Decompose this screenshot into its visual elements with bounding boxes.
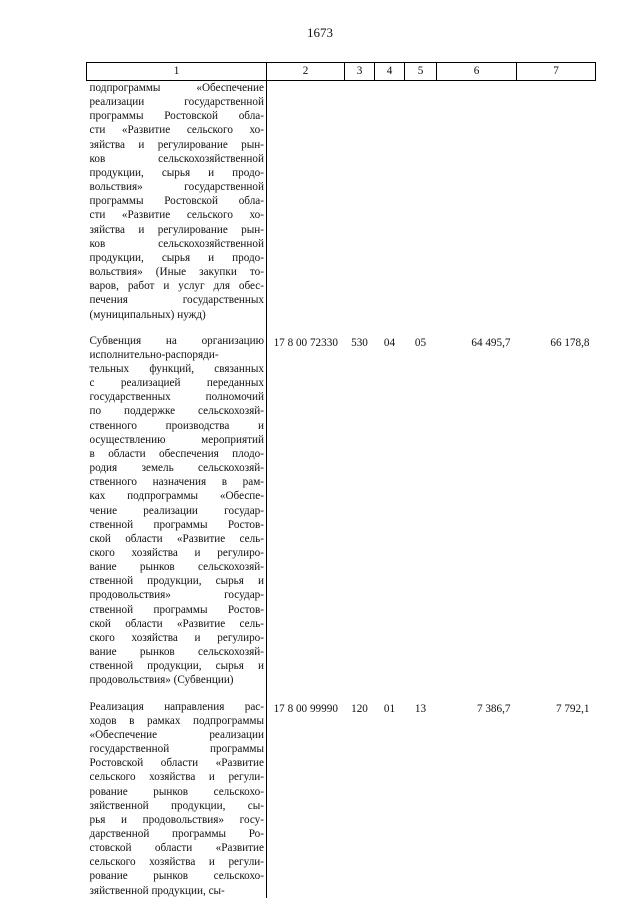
description-line: государственной программы [89,743,264,756]
description-line: осуществлению мероприятий [89,433,264,446]
amount-year1-cell: 7 386,7 [476,702,511,715]
description-line: вольствия» государственной [89,181,264,194]
description-line: продовольствия» государ- [89,589,264,602]
amount-year1-cell [437,81,517,322]
amount-year2-cell: 7 792,1 [555,702,590,715]
description-line: сельского хозяйства и регули- [89,771,264,784]
description-line: дарственной программы Ро- [89,827,264,840]
description-line: ков сельскохозяйственной [89,152,264,165]
description-line: Субвенция на организацию [89,334,264,347]
description-line: ской области «Развитие сель- [89,532,264,545]
description-line: рование рынков сельскохо- [89,785,264,798]
description-line: вание рынков сельскохозяй- [89,561,264,574]
description-line: ской области «Развитие сель- [89,617,264,630]
description-line: ственной продукции, сырья и [89,575,264,588]
description-line: (муниципальных) нужд) [89,308,206,321]
description-line: «Обеспечение реализации [89,728,264,741]
description-line: ходов в рамках подпрограммы [89,714,264,727]
description-line: вольствия» (Иные закупки то- [89,266,264,279]
budget-code-cell: 17 8 00 72330 [273,336,338,349]
description-line: ственной продукции, сырья и [89,660,264,673]
table-row [87,334,596,688]
description-line: ского хозяйства и регулиро- [89,547,264,559]
description-line: зяйства и регулирование рын- [89,138,264,151]
description-line: вание рынков сельскохозяй- [89,646,264,659]
row-spacer [87,322,596,334]
description-line: подпрограммы «Обеспечение [89,82,264,94]
description-line: сельского хозяйства и регули- [89,856,264,869]
section-cell: 01 [383,702,396,715]
page-number: 1673 [307,25,333,40]
description-line: ков сельскохозяйственной [89,237,264,250]
amount-year2-cell: 66 178,8 [550,336,590,349]
column-header-1: 1 [87,63,267,81]
description-line: рование рынков сельскохо- [89,870,264,883]
description-line: продовольствия» (Субвенции) [89,674,234,687]
description-line: продукции, сырья и продо- [89,251,264,264]
description-line: государственных полномочий [89,391,264,404]
budget-code-cell [267,81,345,322]
description-line: Реализация направления рас- [89,700,264,713]
description-line: в области обеспечения плодо- [89,447,264,460]
description-line: с реализацией переданных [89,377,264,390]
table-row [87,700,596,898]
description-line: программы Ростовской обла- [89,195,264,208]
description-line: ственной программы Ростов- [89,518,264,531]
expense-type-cell: 120 [351,702,368,715]
amount-year2-cell [517,81,596,322]
description-line: исполнительно-распоряди- [89,348,219,361]
description-line: рья и продовольствия» госу- [89,813,264,826]
description-line: чение реализации государ- [89,504,264,517]
description-line: по поддержке сельскохозяй- [89,405,264,418]
expense-type-cell: 530 [351,336,368,349]
subsection-cell [405,81,437,322]
description-line: программы Ростовской обла- [89,110,264,123]
description-line: реализации государственной [89,96,264,109]
description-line: родия земель сельскохозяй- [89,462,264,475]
column-header-7: 7 [517,63,596,81]
description-line: ского хозяйства и регулиро- [89,631,264,644]
description-line: сти «Развитие сельского хо- [89,209,264,222]
description-line: тельных функций, связанных [89,362,264,375]
description-line: сти «Развитие сельского хо- [89,124,264,137]
row-spacer [87,688,596,700]
description-line: зяйственной продукции, сы- [89,884,225,897]
row-description [87,334,267,688]
description-line: варов, работ и услуг для обес- [89,280,264,293]
table-header-row [87,63,596,81]
subsection-cell: 05 [414,336,427,349]
column-header-4: 4 [375,63,405,81]
description-line: ственного производства и [89,419,264,432]
description-line: ственного назначения в рам- [89,476,264,489]
description-line: ках подпрограммы «Обеспе- [89,490,264,503]
description-line: зяйства и регулирование рын- [89,223,264,236]
column-header-3: 3 [345,63,375,81]
budget-table [86,62,596,898]
subsection-cell: 13 [414,702,427,715]
row-description [87,81,267,322]
description-line: зяйственной продукции, сы- [89,799,264,812]
description-line: печения государственных [89,294,264,307]
row-description [87,700,267,898]
column-header-2: 2 [267,63,345,81]
description-line: Ростовской области «Развитие [89,757,264,770]
description-line: стовской области «Развитие [89,842,264,855]
budget-code-cell: 17 8 00 99990 [273,702,338,715]
table-row [87,81,596,322]
amount-year1-cell: 64 495,7 [471,336,511,349]
section-cell [375,81,405,322]
section-cell: 04 [383,336,396,349]
column-header-6: 6 [437,63,517,81]
description-line: ственной программы Ростов- [89,603,264,616]
column-header-5: 5 [405,63,437,81]
description-line: продукции, сырья и продо- [89,166,264,179]
expense-type-cell [345,81,375,322]
